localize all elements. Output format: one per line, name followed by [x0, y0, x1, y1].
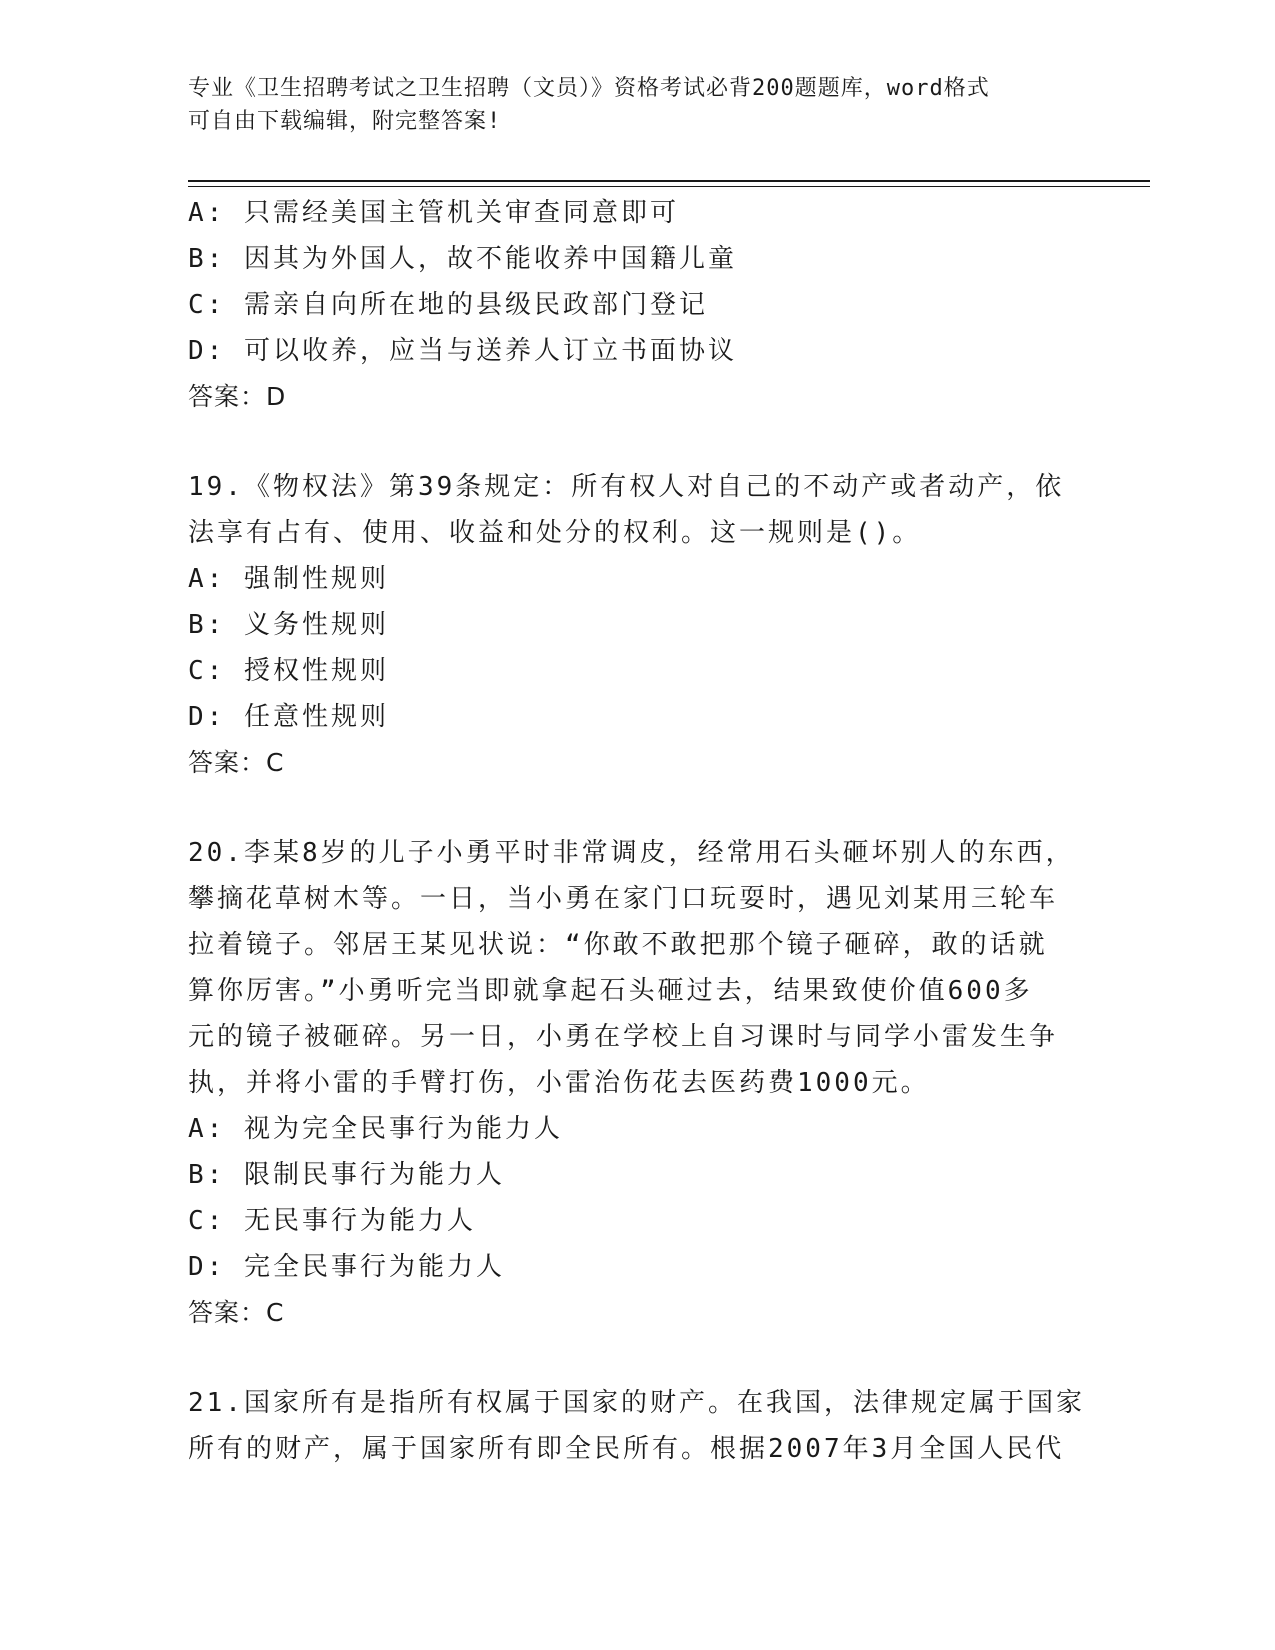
answer-line: 答案：D [188, 382, 287, 411]
question-text-line: 20.李某8岁的儿子小勇平时非常调皮，经常用石头砸坏别人的东西， [188, 838, 1075, 868]
option-d: D: 可以收养，应当与送养人订立书面协议 [188, 336, 737, 366]
option-d: D: 任意性规则 [188, 702, 389, 732]
document-body [188, 190, 1085, 1472]
option-c: C: 无民事行为能力人 [188, 1206, 476, 1236]
header-line-1: 专业《卫生招聘考试之卫生招聘（文员）》资格考试必背200题题库，word格式 [188, 76, 990, 101]
option-a: A: 视为完全民事行为能力人 [188, 1114, 563, 1144]
option-a: A: 只需经美国主管机关审查同意即可 [188, 198, 679, 228]
header-divider-thick [188, 180, 1150, 182]
option-c: C: 授权性规则 [188, 656, 389, 686]
question-text-line: 攀摘花草树木等。一日，当小勇在家门口玩耍时，遇见刘某用三轮车 [188, 884, 1059, 914]
option-a: A: 强制性规则 [188, 564, 389, 594]
question-text-line: 算你厉害。”小勇听完当即就拿起石头砸过去，结果致使价值600多 [188, 976, 1033, 1006]
question-text-line: 所有的财产，属于国家所有即全民所有。根据2007年3月全国人民代 [188, 1434, 1065, 1464]
question-21 [188, 1380, 1085, 1472]
header-line-2: 可自由下载编辑，附完整答案! [188, 109, 502, 134]
option-d: D: 完全民事行为能力人 [188, 1252, 505, 1282]
question-text-line: 执，并将小雷的手臂打伤，小雷治伤花去医药费1000元。 [188, 1068, 930, 1098]
answer-line: 答案：C [188, 748, 285, 777]
question-text-line: 法享有占有、使用、收益和处分的权利。这一规则是()。 [188, 518, 922, 548]
question-18 [188, 190, 1068, 420]
question-text-line: 19.《物权法》第39条规定：所有权人对自己的不动产或者动产，依 [188, 472, 1065, 502]
answer-line: 答案：C [188, 1298, 285, 1327]
option-b: B: 义务性规则 [188, 610, 389, 640]
question-19 [188, 464, 1068, 786]
option-b: B: 限制民事行为能力人 [188, 1160, 505, 1190]
header-divider-thin [188, 186, 1150, 187]
option-b: B: 因其为外国人，故不能收养中国籍儿童 [188, 244, 737, 274]
document-header [188, 72, 1068, 138]
question-text-line: 21.国家所有是指所有权属于国家的财产。在我国，法律规定属于国家 [188, 1388, 1085, 1418]
option-c: C: 需亲自向所在地的县级民政部门登记 [188, 290, 708, 320]
question-text-line: 拉着镜子。邻居王某见状说：“你敢不敢把那个镜子砸碎，敢的话就 [188, 930, 1048, 960]
question-20 [188, 830, 1075, 1336]
question-text-line: 元的镜子被砸碎。另一日，小勇在学校上自习课时与同学小雷发生争 [188, 1022, 1059, 1052]
